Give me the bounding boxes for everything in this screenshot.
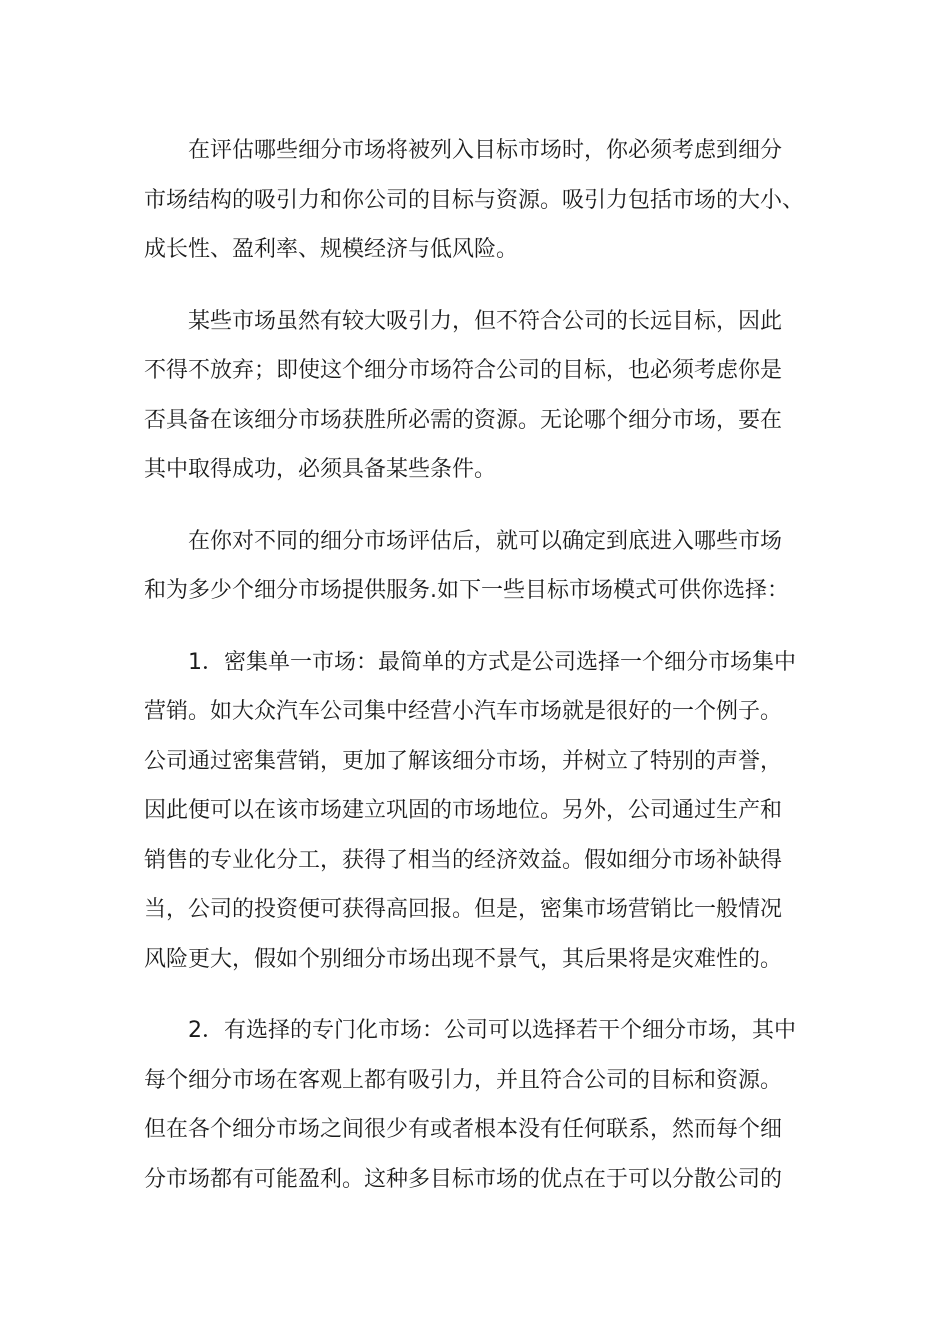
text-line: 2．有选择的专门化市场：公司可以选择若干个细分市场，其中 [188, 1018, 796, 1043]
paragraph-evaluation [144, 126, 806, 275]
text-line: 市场结构的吸引力和你公司的目标与资源。吸引力包括市场的大小、 [144, 187, 805, 213]
text-line: 营销。如大众汽车公司集中经营小汽车市场就是很好的一个例子。 [144, 699, 783, 724]
text-line: 成长性、盈利率、规模经济与低风险。 [144, 237, 519, 262]
text-line: 但在各个细分市场之间很少有或者根本没有任何联系，然而每个细 [144, 1117, 783, 1142]
text-line: 1．密集单一市场：最简单的方式是公司选择一个细分市场集中 [188, 649, 796, 675]
text-line: 每个细分市场在客观上都有吸引力，并且符合公司的目标和资源。 [144, 1067, 783, 1093]
paragraph-target-modes [144, 517, 806, 616]
text-line: 其中取得成功，必须具备某些条件。 [144, 457, 497, 482]
text-line: 销售的专业化分工，获得了相当的经济效益。假如细分市场补缺得 [144, 847, 783, 873]
text-line: 当，公司的投资便可获得高回报。但是，密集市场营销比一般情况 [144, 897, 783, 922]
text-line: 某些市场虽然有较大吸引力，但不符合公司的长远目标，因此 [188, 308, 783, 334]
text-line: 否具备在该细分市场获胜所必需的资源。无论哪个细分市场，要在 [144, 407, 783, 433]
paragraph-resources [144, 297, 806, 495]
text-line: 在评估哪些细分市场将被列入目标市场时，你必须考虑到细分 [188, 138, 783, 163]
text-line: 在你对不同的细分市场评估后，就可以确定到底进入哪些市场 [188, 528, 783, 554]
text-line: 和为多少个细分市场提供服务.如下一些目标市场模式可供你选择： [144, 578, 789, 603]
text-line: 风险更大，假如个别细分市场出现不景气，其后果将是灾难性的。 [144, 946, 783, 972]
text-line: 因此便可以在该市场建立巩固的市场地位。另外，公司通过生产和 [144, 798, 783, 823]
paragraph-single-market [144, 638, 806, 985]
document-body [144, 126, 806, 1226]
paragraph-selective-specialization [144, 1006, 806, 1204]
text-line: 公司通过密集营销，更加了解该细分市场，并树立了特别的声誉， [144, 748, 783, 774]
text-line: 分市场都有可能盈利。这种多目标市场的优点在于可以分散公司的 [144, 1166, 783, 1192]
text-line: 不得不放弃；即使这个细分市场符合公司的目标，也必须考虑你是 [144, 358, 783, 383]
